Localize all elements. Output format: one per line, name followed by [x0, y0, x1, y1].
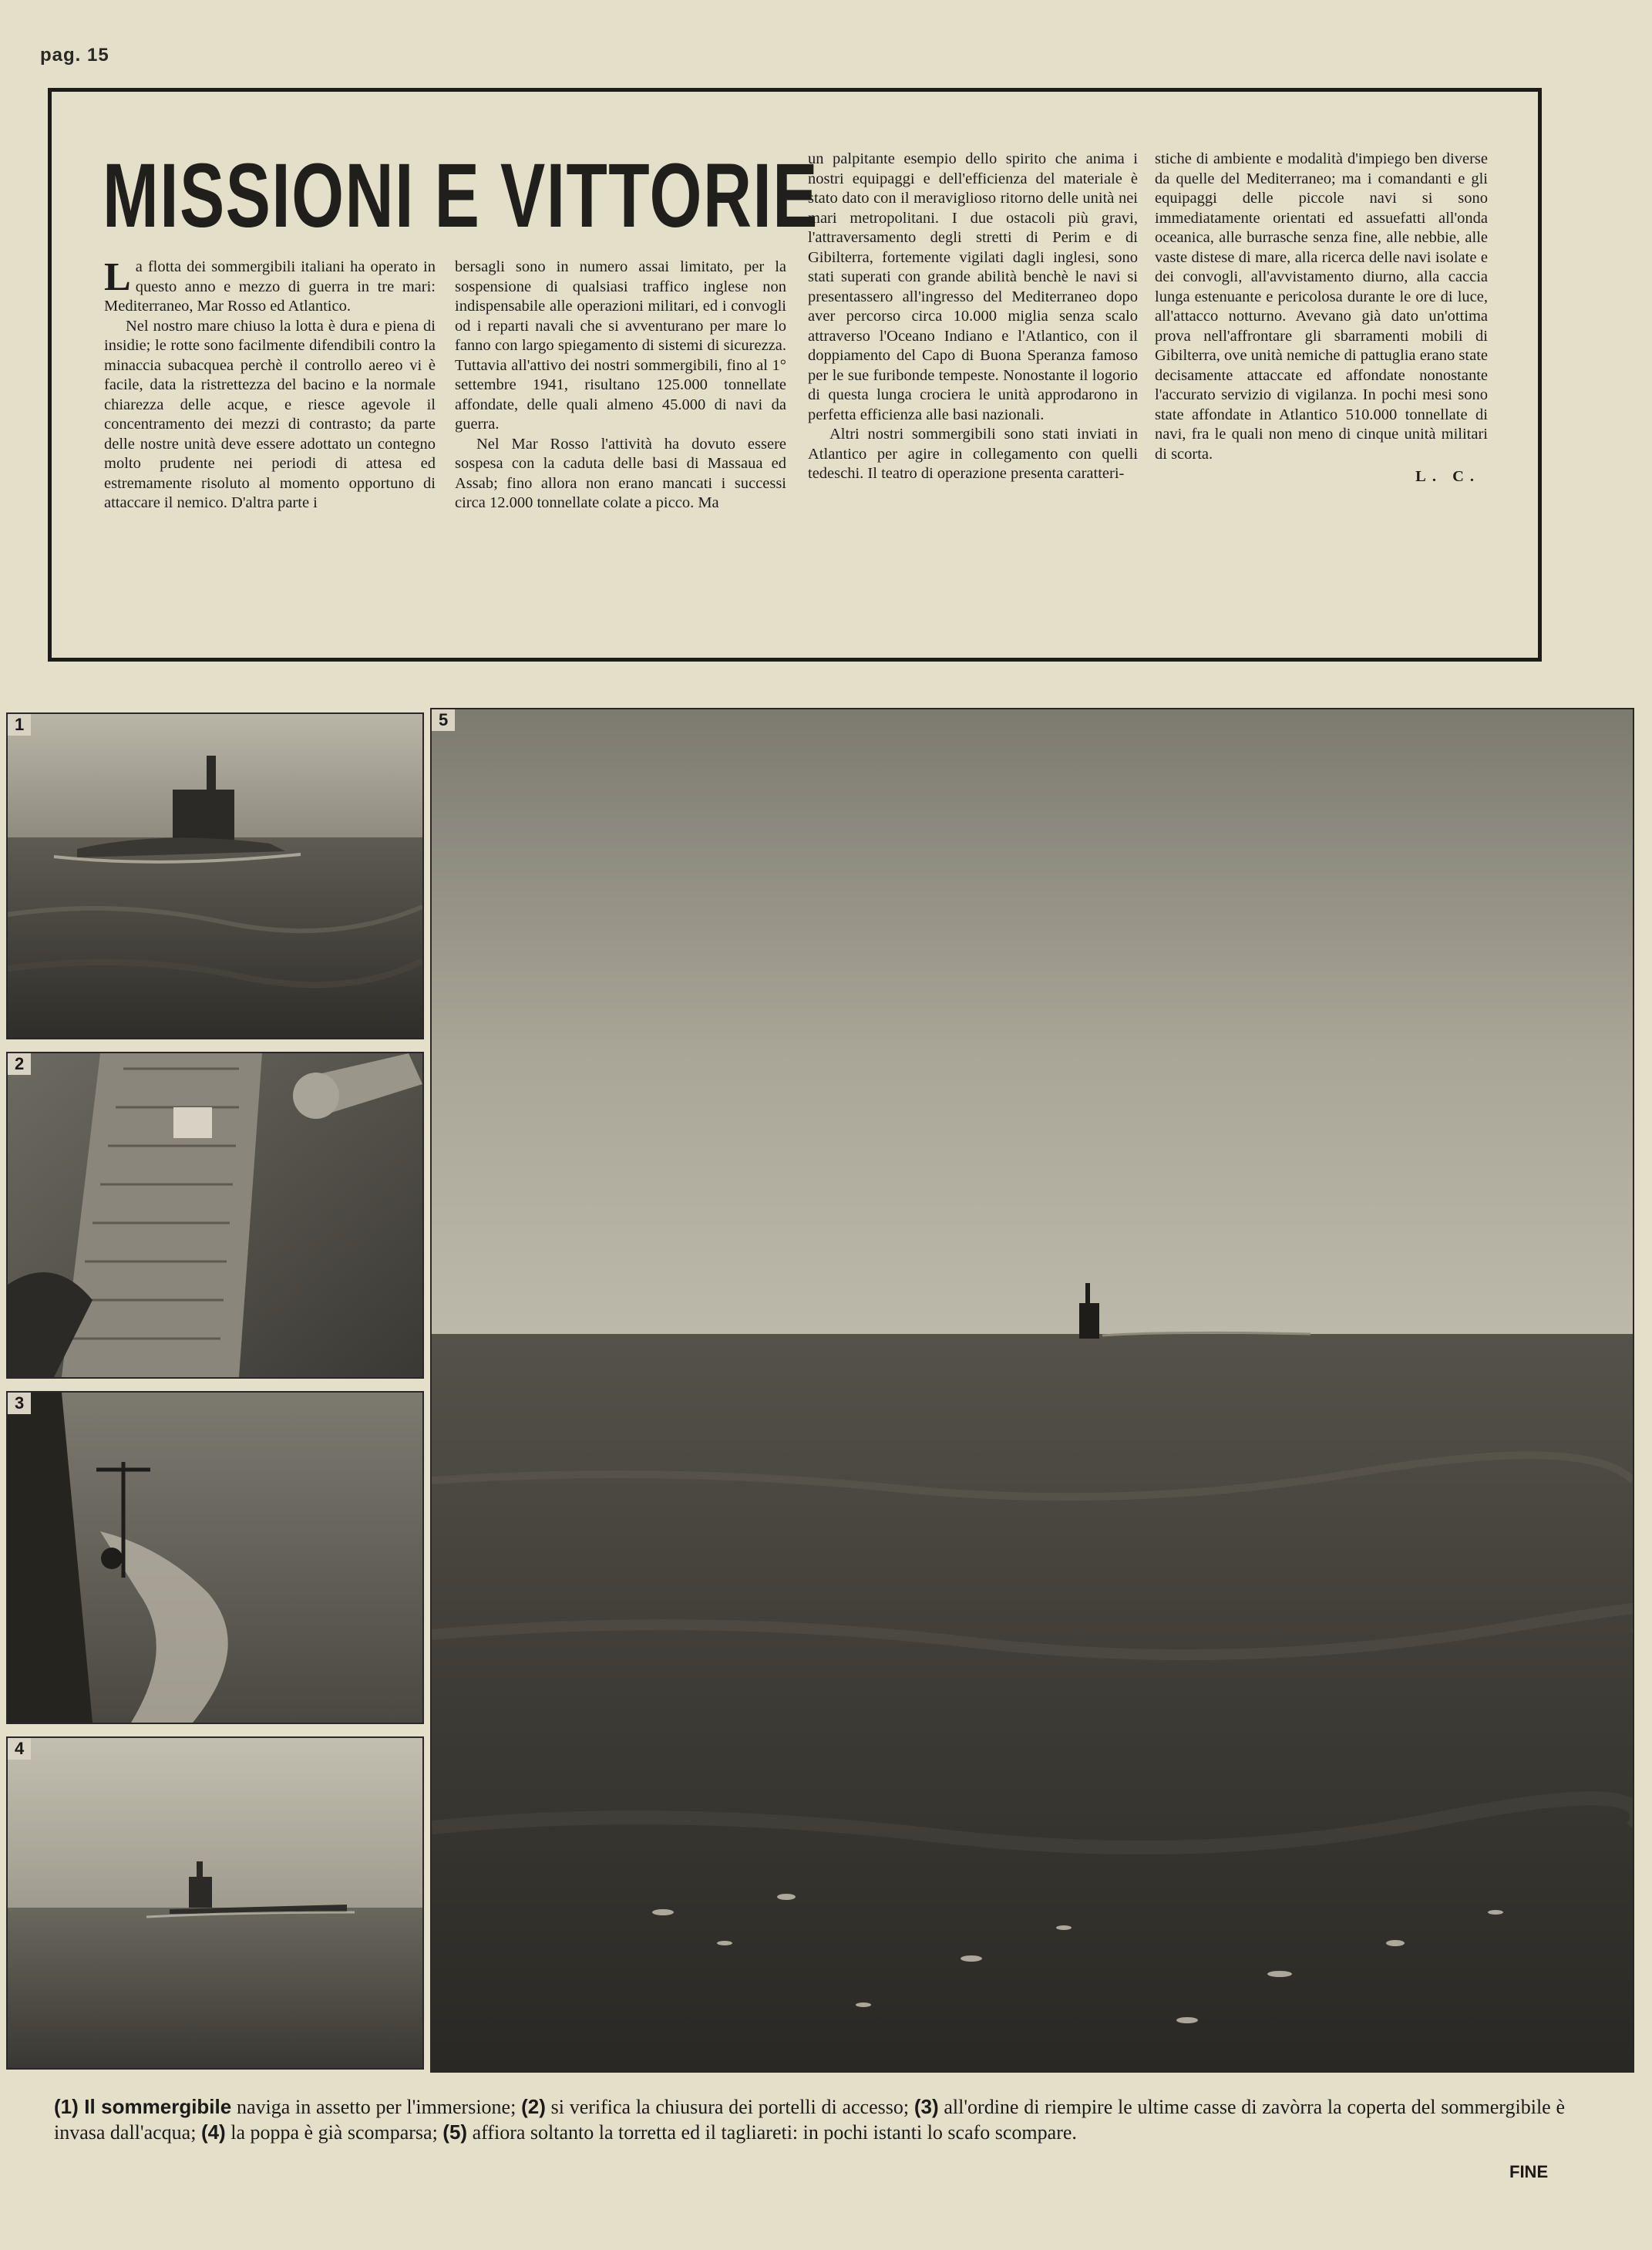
- photo-number: 3: [8, 1393, 31, 1414]
- caption-text-3: all'ordine di riempire le ultime casse di zavòrra la coperta del sommergibile è invasa dall'acqua;: [54, 2096, 1565, 2144]
- photo-submarine-cruising: [6, 712, 424, 1039]
- photo-deck-flooding: [6, 1391, 424, 1724]
- caption-ref-5: (5): [442, 2120, 468, 2144]
- photo-4-image: [8, 1738, 422, 2068]
- photo-conning-tower-surfacing: [430, 708, 1634, 2073]
- paragraph: Altri nostri sommergibili sono stati inviati in Atlantico per agire in collegamento con quelli tedeschi. Il teatro di operazione presenta caratteri-: [808, 426, 1138, 482]
- photo-caption: [54, 2094, 1565, 2145]
- photo-number: 4: [8, 1738, 31, 1760]
- end-mark: FINE: [1509, 2162, 1549, 2181]
- drop-cap: L: [104, 255, 131, 299]
- caption-ref-1: (1) Il sommergibile: [54, 2095, 232, 2118]
- photo-number: 5: [432, 709, 455, 731]
- article-column-1: [104, 255, 436, 514]
- paragraph: a flotta dei sommergibili italiani ha operato in questo anno e mezzo di guerra in tre mari: Mediterraneo, Mar Rosso ed Atlantico.: [104, 258, 436, 315]
- photo-1-image: [8, 714, 422, 1038]
- caption-text-4: la poppa è già scomparsa;: [225, 2121, 443, 2144]
- caption-ref-4: (4): [200, 2120, 226, 2144]
- caption-text-2: si verifica la chiusura dei portelli di accesso;: [545, 2096, 914, 2118]
- paragraph: bersagli sono in numero assai limitato, per la sospensione di qualsiasi traffico inglese non indispensabile alle operazioni militari, ed i convogli od i reparti navali che si avventurano per mare lo fanno con largo spiegamento di sistemi di sicurezza. Tuttavia all'attivo dei nostri sommergibili, fino al 1° settembre 1941, risultano 125.000 tonnellate affondate, delle quali almeno 45.000 di navi da guerra.: [455, 258, 786, 433]
- caption-ref-2: (2): [521, 2095, 546, 2118]
- photo-number: 1: [8, 714, 31, 736]
- photo-stern-submerged: [6, 1736, 424, 2070]
- paragraph: Nel Mar Rosso l'attività ha dovuto essere sospesa con la caduta delle basi di Massaua ed Assab; fino allora non erano mancati i successi circa 12.000 tonnellate colate a picco. Ma: [455, 435, 786, 511]
- article-column-2: [455, 258, 786, 514]
- paragraph: un palpitante esempio dello spirito che anima i nostri equipaggi e dell'efficienza del materiale è stato dato con il meraviglioso ritorno delle unità nei mari metropolitani. I due ostacoli più gravi, l'attraversamento degli stretti di Perim e di Gibilterra, fortemente vigilati dagli inglesi, sono stati superati con grande abilità benchè le navi si presentassero all'ingresso del Mediterraneo dopo aver percorso circa 10.000 miglia senza scalo attraverso l'Oceano Indiano e l'Atlantico, con il doppiamento del Capo di Buona Speranza famoso per le sue furibonde tempeste. Nonostante il logorio di questa lunga crociera le unità approdarono in perfetta efficienza alle basi nazionali.: [808, 150, 1138, 423]
- author-signature: L. C.: [1415, 468, 1480, 485]
- page-number: pag. 15: [40, 45, 109, 66]
- caption-text-5: affiora soltanto la torretta ed il tagliareti: in pochi istanti lo scafo scompare.: [467, 2121, 1077, 2144]
- paragraph: Nel nostro mare chiuso la lotta è dura e piena di insidie; le rotte sono facilmente difendibili contro la minaccia subacquea perchè il controllo aereo vi è facile, data la ristrettezza del bacino e la normale chiarezza delle acque, e riesce agevole il concentramento dei mezzi di contrasto; da parte delle nostre unità deve essere adottato un contegno molto prudente nei periodi di attesa ed estremamente risoluto al momento opportuno di attaccare il nemico. D'altra parte i: [104, 317, 436, 511]
- photo-5-image: [432, 709, 1633, 2071]
- photo-2-image: [8, 1053, 422, 1377]
- photo-3-image: [8, 1393, 422, 1723]
- article-column-3: [808, 150, 1138, 484]
- photo-deck-hatches: [6, 1052, 424, 1379]
- paragraph: stiche di ambiente e modalità d'impiego ben diverse da quelle del Mediterraneo; ma i comandanti e gli equipaggi delle piccole navi si sono immediatamente orientati ed assuefatti all'onda oceanica, alle burrasche senza fine, alle nebbie, alle vaste distese di mare, alla ricerca delle navi isolate e dei convogli, all'avvistamento diurno, alla caccia lunga estenuante e pericolosa durante le ore di luce, all'attacco notturno. Avevano già dato un'ottima prova nell'affrontare gli sbarramenti mobili di Gibilterra, ove unità nemiche di pattuglia erano state decisamente attaccate ed affondate nonostante l'accurato servizio di vigilanza. In pochi mesi sono state affondate in Atlantico 510.000 tonnellate di navi, fra le quali non meno di cinque unità militari di scorta.: [1155, 150, 1488, 463]
- article-title: MISSIONI E VITTORIE: [103, 145, 819, 247]
- article-column-4: [1155, 150, 1488, 487]
- photo-number: 2: [8, 1053, 31, 1075]
- caption-ref-3: (3): [913, 2095, 939, 2118]
- caption-text-1: naviga in assetto per l'immersione;: [231, 2096, 522, 2118]
